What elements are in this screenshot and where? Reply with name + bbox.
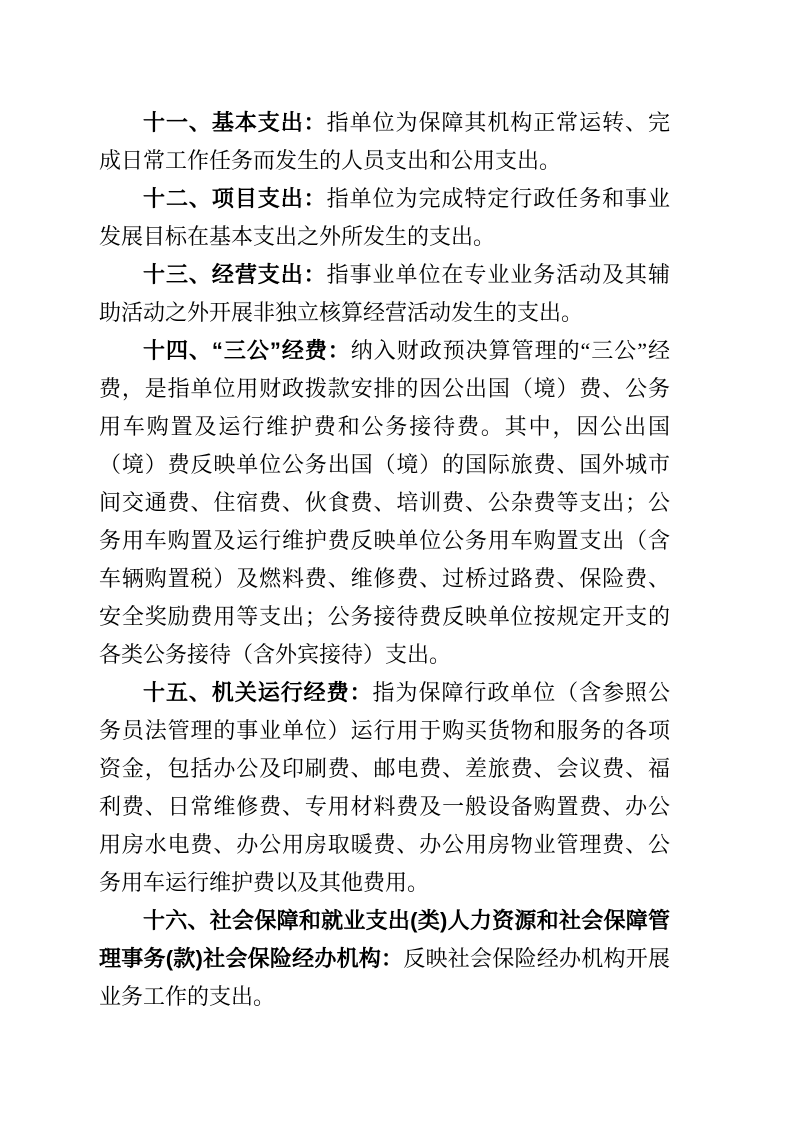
term-label-12: 十二、项目支出： <box>143 186 327 211</box>
term-label-13: 十三、经营支出： <box>143 262 327 287</box>
term-label-11: 十一、基本支出： <box>143 110 327 135</box>
definition-item-13 <box>99 256 670 332</box>
definition-item-12 <box>99 180 670 256</box>
definition-item-16 <box>99 902 670 1016</box>
definition-item-15 <box>99 674 670 902</box>
term-label-15: 十五、机关运行经费： <box>143 680 373 705</box>
term-definition-11: 指单位为保障其机构正常运转、完成日常工作任务而发生的人员支出和公用支出。 <box>99 110 670 173</box>
definition-item-11 <box>99 104 670 180</box>
term-label-14: 十四、“三公”经费： <box>143 338 351 363</box>
document-body <box>99 104 670 1016</box>
definition-item-14 <box>99 332 670 674</box>
term-label-16: 十六、社会保障和就业支出(类)人力资源和社会保障管理事务(款)社会保险经办机构： <box>99 908 670 971</box>
term-definition-14: 纳入财政预决算管理的“三公”经费，是指单位用财政拨款安排的因公出国（境）费、公务用车购置及运行维护费和公务接待费。其中，因公出国（境）费反映单位公务出国（境）的国际旅费、国外城市间交通费、住宿费、伙食费、培训费、公杂费等支出；公务用车购置及运行维护费反映单位公务用车购置支出（含车辆购置税）及燃料费、维修费、过桥过路费、保险费、安全奖励费用等支出；公务接待费反映单位按规定开支的各类公务接待（含外宾接待）支出。 <box>99 338 670 667</box>
term-definition-12: 指单位为完成特定行政任务和事业发展目标在基本支出之外所发生的支出。 <box>99 186 670 249</box>
term-definition-16: 反映社会保险经办机构开展业务工作的支出。 <box>99 946 670 1009</box>
term-definition-15: 指为保障行政单位（含参照公务员法管理的事业单位）运行用于购买货物和服务的各项资金，包括办公及印刷费、邮电费、差旅费、会议费、福利费、日常维修费、专用材料费及一般设备购置费、办公用房水电费、办公用房取暖费、办公用房物业管理费、公务用车运行维护费以及其他费用。 <box>99 680 670 895</box>
term-definition-13: 指事业单位在专业业务活动及其辅助活动之外开展非独立核算经营活动发生的支出。 <box>99 262 670 325</box>
